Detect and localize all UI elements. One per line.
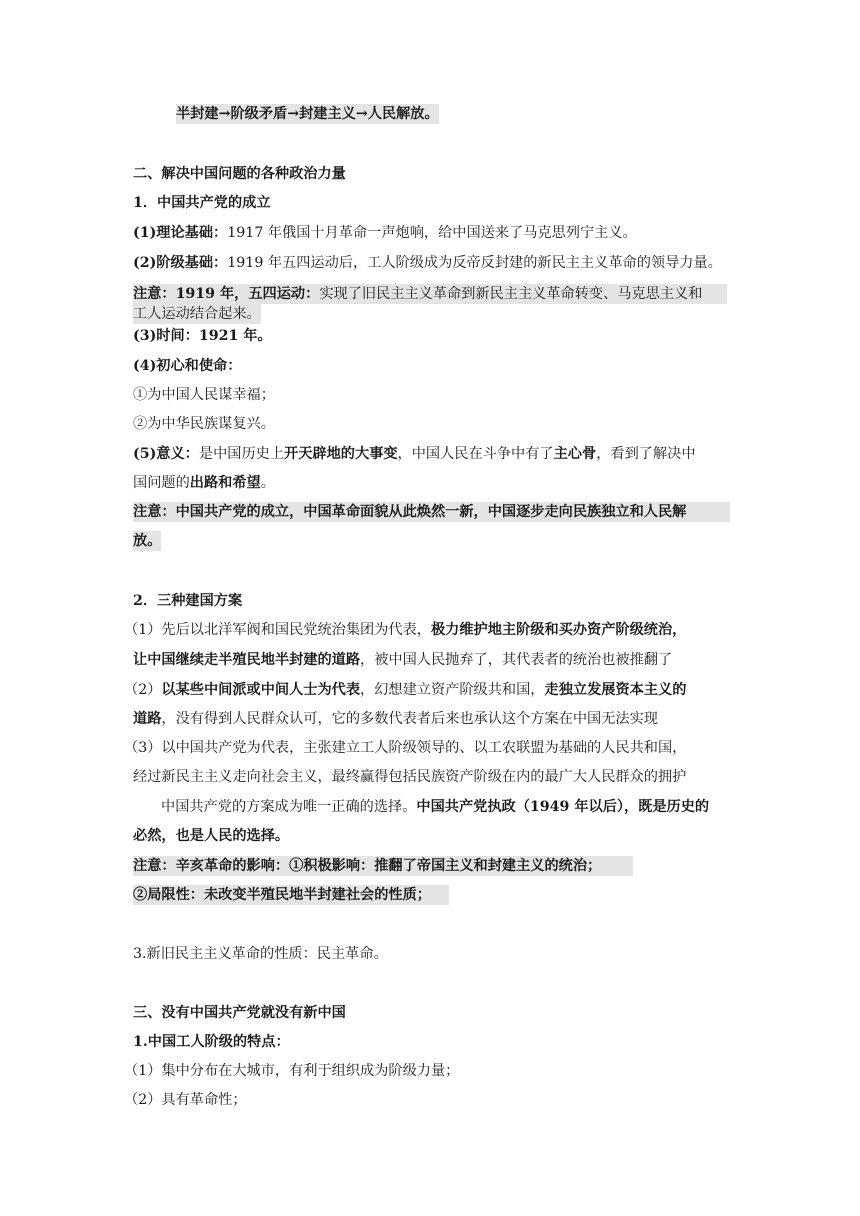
plan-1-line2 bbox=[133, 650, 672, 670]
theory-basis-label: (1)理论基础： bbox=[133, 225, 228, 241]
note-xinhai-line1: 注意：辛亥革命的影响：①积极影响：推翻了帝国主义和封建主义的统治； bbox=[133, 856, 633, 876]
class-basis bbox=[133, 253, 722, 273]
note-cpc-founding-line1: 注意：中国共产党的成立，中国革命面貌从此焕然一新，中国逐步走向民族独立和人民解 bbox=[133, 502, 730, 522]
plan-1-text-1: （1）先后以北洋军阀和国民党统治集团为代表， bbox=[124, 622, 431, 638]
plan-2-line1 bbox=[124, 680, 686, 700]
class-basis-label: (2)阶级基础： bbox=[133, 255, 228, 271]
note-may-fourth-label: 注意：1919 年，五四运动： bbox=[133, 286, 320, 302]
significance-text-4: 国问题的 bbox=[133, 475, 190, 491]
conclusion-line1 bbox=[161, 797, 709, 817]
conclusion-bold-1: 中国共产党执政（1949 年以后），既是历史的 bbox=[416, 799, 710, 815]
note-cpc-founding-line2: 放。 bbox=[133, 533, 162, 549]
significance-text-3: ，看到了解决中 bbox=[596, 446, 696, 462]
significance-label: (5)意义： bbox=[133, 446, 199, 462]
mission-item-2: ②为中华民族谋复兴。 bbox=[133, 416, 275, 432]
note-xinhai-line2: ②局限性：未改变半殖民地半封建社会的性质； bbox=[133, 885, 449, 905]
mission-heading: (4)初心和使命： bbox=[133, 358, 242, 374]
note-may-fourth-text-a: 实现了旧民主主义革命到新民主主义革命转变、马克思主义和 bbox=[319, 286, 703, 302]
plan-1-line1 bbox=[124, 620, 686, 640]
plan-3-line2: 经过新民主主义走向社会主义，最终赢得包括民族资产阶级在内的最广大人民群众的拥护 bbox=[133, 769, 687, 785]
significance-bold-3: 出路和希望 bbox=[189, 475, 261, 491]
theory-basis-text: 1917 年俄国十月革命一声炮响，给中国送来了马克思列宁主义。 bbox=[227, 225, 637, 241]
plan-1-bold-2: 让中国继续走半殖民地半封建的道路 bbox=[133, 652, 361, 668]
plan-1-bold-1: 极力维护地主阶级和买办资产阶级统治， bbox=[430, 622, 687, 638]
plan-2-text-2: ，幻想建立资产阶级共和国， bbox=[360, 682, 545, 698]
plan-2-text-3: ，没有得到人民群众认可，它的多数代表者后来也承认这个方案在中国无法实现 bbox=[161, 711, 658, 727]
plan-3-line1: （3）以中国共产党为代表，主张建立工人阶级领导的、以工农联盟为基础的人民共和国， bbox=[124, 740, 687, 756]
intro-chain: 半封建→阶级矛盾→封建主义→人民解放。 bbox=[176, 106, 439, 122]
significance-line2 bbox=[133, 473, 275, 493]
subsection-1-title: 1．中国共产党的成立 bbox=[133, 195, 271, 211]
mission-item-1: ①为中国人民谋幸福； bbox=[133, 387, 275, 403]
theory-basis bbox=[133, 223, 637, 243]
founding-time: (3)时间：1921 年。 bbox=[133, 328, 272, 344]
plan-1-text-2: ，被中国人民抛弃了，其代表者的统治也被推翻了 bbox=[360, 652, 673, 668]
plan-2-text-1: （2） bbox=[124, 682, 162, 698]
plan-2-bold-1: 以某些中间派或中间人士为代表 bbox=[161, 682, 361, 698]
class-basis-text: 1919 年五四运动后，工人阶级成为反帝反封建的新民主主义革命的领导力量。 bbox=[227, 255, 722, 271]
section-2-heading: 二、解决中国问题的各种政治力量 bbox=[133, 166, 346, 182]
significance-bold-1: 开天辟地的大事变 bbox=[284, 446, 398, 462]
plan-2-line2 bbox=[133, 709, 658, 729]
note-may-fourth-line1 bbox=[133, 284, 727, 304]
plan-2-bold-3: 道路 bbox=[133, 711, 162, 727]
plan-2-bold-2: 走独立发展资本主义的 bbox=[544, 682, 687, 698]
significance-text-5: 。 bbox=[260, 475, 275, 491]
worker-trait-1: （1）集中分布在大城市，有利于组织成为阶级力量； bbox=[124, 1063, 460, 1079]
conclusion-line2: 必然，也是人民的选择。 bbox=[133, 828, 290, 844]
subsection-3: 3.新旧民主主义革命的性质：民主革命。 bbox=[133, 946, 388, 962]
worker-trait-2: （2）具有革命性； bbox=[124, 1092, 247, 1108]
significance-text-1: 是中国历史上 bbox=[198, 446, 285, 462]
section-3-subtitle: 1.中国工人阶级的特点： bbox=[133, 1034, 290, 1050]
subsection-2-title: 2．三种建国方案 bbox=[133, 593, 243, 609]
significance-line1 bbox=[133, 444, 696, 464]
note-may-fourth-text-b: 工人运动结合起来。 bbox=[133, 306, 261, 322]
conclusion-text-1: 中国共产党的方案成为唯一正确的选择。 bbox=[161, 799, 417, 815]
significance-bold-2: 主心骨 bbox=[553, 446, 597, 462]
section-3-heading: 三、没有中国共产党就没有新中国 bbox=[133, 1005, 346, 1021]
significance-text-2: ，中国人民在斗争中有了 bbox=[397, 446, 554, 462]
